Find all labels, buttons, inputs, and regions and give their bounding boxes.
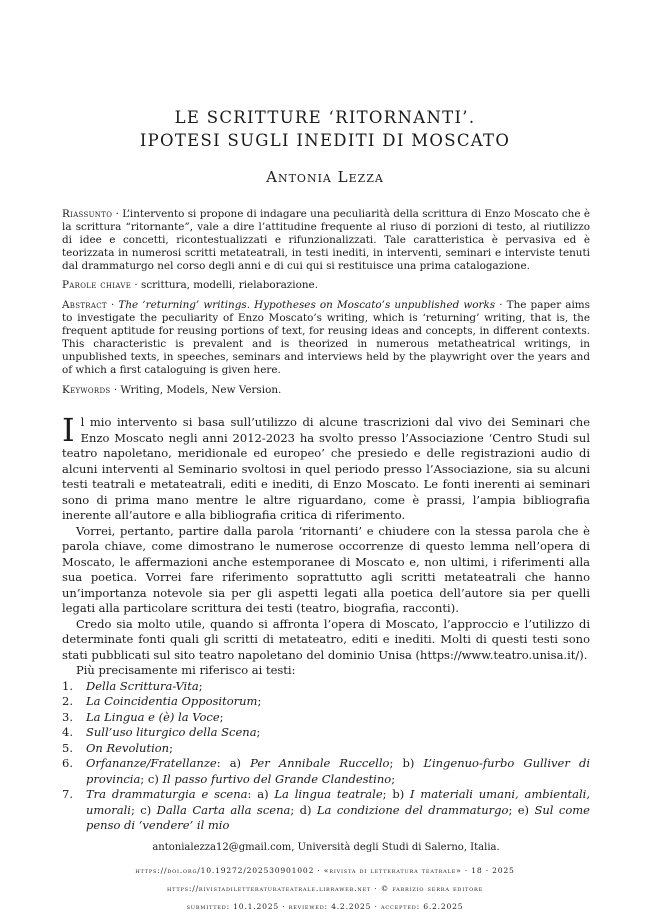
- list-item-text: ;: [257, 694, 262, 708]
- list-item-text: : a): [247, 787, 275, 801]
- list-item-text: : a): [216, 756, 251, 770]
- list-item-text: ;: [256, 725, 261, 739]
- list-item-title: Sul come penso di ‘vendere’ il mio: [86, 802, 590, 832]
- abstract-title: The ‘returning’ writings. Hypotheses on Moscato’s unpublished works: [118, 299, 496, 311]
- footer-publisher: https://rivistadiletteraturateatrale.libraweb.net · © fabrizio serra editore: [166, 884, 484, 893]
- list-item: [62, 787, 590, 834]
- text-list: [62, 679, 590, 834]
- parole-chiave-text: · scrittura, modelli, rielaborazione.: [131, 279, 318, 291]
- list-item-text: ;: [391, 771, 396, 786]
- list-item: [62, 725, 590, 741]
- riassunto-label: Riassunto: [62, 208, 113, 220]
- paragraph-4: Più precisamente mi riferisco ai testi:: [76, 663, 296, 677]
- list-item-title: I materiali umani, ambientali, umorali: [86, 787, 591, 817]
- footer-doi: https://doi.org/10.19272/202530901002 · «rivista di letteratura teatrale» · 18 · 2025: [135, 866, 515, 875]
- list-item-text: ; d): [290, 802, 317, 817]
- list-item-text: ; e): [508, 802, 535, 817]
- list-item-title: Sull’uso liturgico della Scena: [86, 725, 257, 739]
- abstract-text: · The paper aims to investigate the peculiarity of Enzo Moscato’s writing, which is ‘returning’ writing, that is, the frequent aptitude for reusing portions of text, for reusing ideas and concepts, in different contexts. This characteristic is prevalent and is theorized in numerous metatheatrical writings, in unpublished texts, in speeches, seminars and interviews held by the playwright over the years and of which a first cataloguing is given here.: [62, 299, 590, 376]
- list-item-title: La Lingua e (è) la Voce: [86, 709, 220, 724]
- list-item: [62, 741, 590, 757]
- list-item-title: Per Annibale Ruccello: [250, 756, 390, 770]
- list-item-text: ; b): [382, 787, 411, 801]
- list-item-title: Della Scrittura-Vita: [86, 678, 199, 693]
- paragraph-2: Vorrei, pertanto, partire dalla parola ‘ritornanti’ e chiudere con la stessa parola che è parola chiave, come dimostrano le numerose occorrenze di questo lemma nell’opera di Moscato, le affermazioni anche estemporanee di Moscato e, non ultimi, i riferimenti alla sua poetica. Vorrei fare riferimento soprattutto agli scritti metateatrali che hanno un’importanza notevole sia per gli aspetti legati alla poetica dell’autore sia per quelli legati alla particolare scrittura dei testi (teatro, biografia, racconti).: [62, 523, 590, 615]
- paragraph-3: Credo sia molto utile, quando si affronta l’opera di Moscato, l’approccio e l’utilizzo di determinate fonti quali gli scritti di metateatro, editi e inediti. Molti di questi testi sono stati pubblicati sul sito teatro napoletano del dominio Unisa (https://www.teatro.unisa.it/).: [62, 616, 590, 662]
- riassunto-paragraph: [62, 208, 590, 273]
- list-item: [62, 679, 590, 695]
- list-item-title: La condizione del drammaturgo: [316, 802, 509, 817]
- drop-cap: I: [62, 411, 75, 449]
- list-item-number: 5.: [62, 740, 73, 755]
- list-item-title: L’ingenuo-furbo Gulliver di provincia: [86, 756, 590, 786]
- list-item-text: ; b): [389, 756, 424, 770]
- list-item-number: 4.: [62, 725, 73, 739]
- abstract-separator: ·: [106, 299, 119, 311]
- keywords-paragraph: [62, 384, 590, 397]
- footer-dates: submitted: 10.1.2025 · reviewed: 4.2.2025 · accepted: 6.2.2025: [186, 902, 464, 911]
- list-item-number: 3.: [62, 709, 73, 724]
- abstract-label: Abstract: [62, 299, 107, 311]
- body-text: [62, 411, 591, 834]
- parole-chiave-label: Parole chiave: [62, 279, 132, 291]
- author-footnote: antonialezza12@gmail.com, Università degli Studi di Salerno, Italia.: [152, 842, 500, 853]
- list-item-title: La Coincidentia Oppositorum: [86, 694, 258, 708]
- abstract-paragraph: [62, 299, 590, 377]
- list-item-text: ; c): [130, 802, 157, 817]
- list-item-title: Tra drammaturgia e scena: [86, 787, 248, 801]
- list-item: [62, 694, 590, 710]
- list-item-text: ;: [169, 740, 173, 755]
- list-item-title: On Revolution: [86, 740, 170, 755]
- list-item: [62, 710, 590, 726]
- list-item-title: Il passo furtivo del Grande Clandestino: [162, 771, 392, 786]
- list-item-title: Orfananze/Fratellanze: [86, 756, 217, 770]
- list-item-number: 2.: [62, 694, 73, 708]
- list-item-text: ; c): [140, 771, 163, 786]
- list-item-text: ;: [198, 678, 203, 693]
- title-line-2: IPOTESI SUGLI INEDITI DI MOSCATO: [139, 131, 511, 150]
- list-item-text: ;: [219, 709, 224, 724]
- keywords-label: Keywords: [62, 384, 111, 396]
- parole-chiave-paragraph: [62, 279, 590, 292]
- title-line-1: LE SCRITTURE ‘RITORNANTI’.: [174, 108, 476, 127]
- author-name: Antonia Lezza: [266, 168, 384, 186]
- list-item-number: 1.: [62, 678, 73, 693]
- riassunto-text: · L’intervento si propone di indagare una peculiarità della scrittura di Enzo Moscato che è la scrittura “ritornante”, vale a dire l’attitudine frequente al riuso di porzioni di testo, al riutilizzo di idee e concetti, ricontestualizzati e rifunzionalizzati. Tale caratteristica è pervasiva ed è teorizzata in numerosi scritti metateatrali, in testi inediti, in interventi, seminari e interviste tenuti dal drammaturgo nel corso degli anni e di cui qui si restituisce una prima catalogazione.: [62, 208, 590, 272]
- list-item-title: La lingua teatrale: [274, 787, 383, 801]
- list-item-title: Dalla Carta alla scena: [156, 802, 291, 817]
- paragraph-1: [62, 411, 590, 524]
- article-title: [60, 106, 590, 152]
- keywords-text: · Writing, Models, New Version.: [110, 384, 282, 396]
- list-item: [62, 756, 590, 787]
- list-item-number: 6.: [62, 756, 73, 770]
- list-item-number: 7.: [62, 787, 73, 801]
- paragraph-1-text: l mio intervento si basa sull’utilizzo di alcune trascrizioni dal vivo dei Seminari che Enzo Moscato negli anni 2012-2023 ha svolto presso l’Associazione ‘Centro Studi sul teatro napoletano, meridionale ed europeo’ che presiedo e delle registrazioni audio di alcuni interventi al Seminario svoltosi in quel periodo presso l’Associazione, sia su alcuni testi teatrali e metateatrali, editi e inediti, di Enzo Moscato. Le fonti inerenti ai seminari sono di prima mano mentre le altre riguardano, come è prassi, l’ampia bibliografia inerente all’autore e alla bibliografia critica di riferimento.: [62, 415, 590, 522]
